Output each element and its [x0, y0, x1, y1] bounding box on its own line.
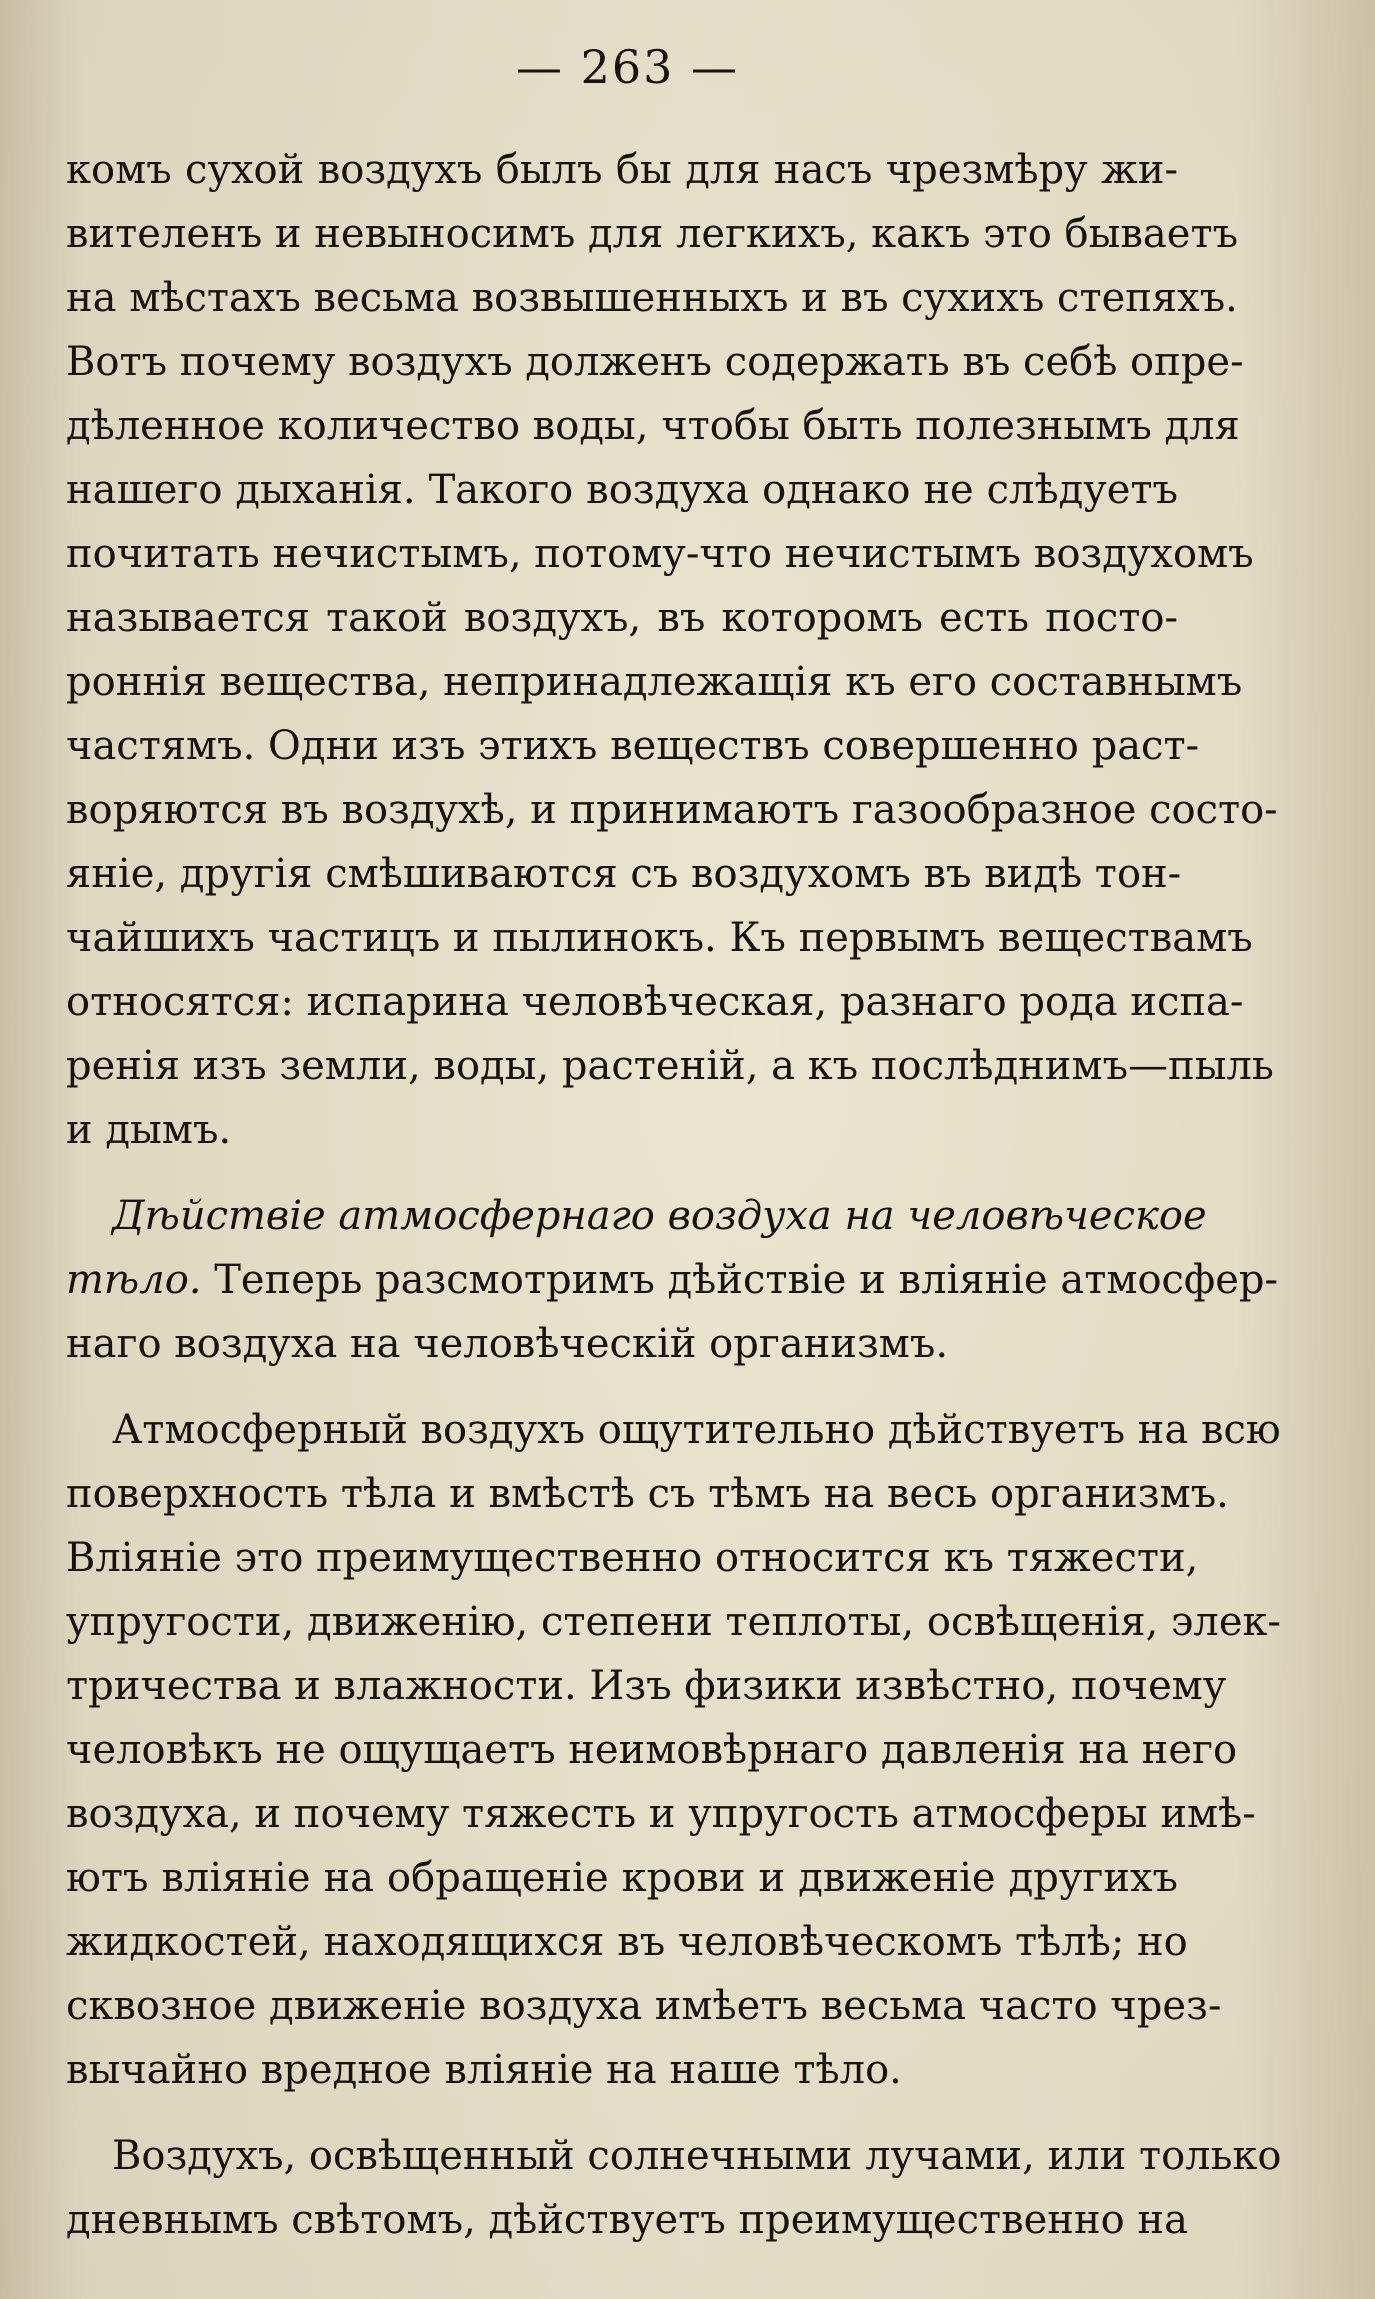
text-line: на мѣстахъ весьма возвышенныхъ и въ сухихъ степяхъ. — [66, 275, 1238, 321]
text-line: Вліяніе это преимущественно относится къ тяжести, — [66, 1535, 1199, 1581]
text-line: яніе, другія смѣшиваются съ воздухомъ въ видѣ тон- — [66, 851, 1182, 897]
text-line: дѣленное количество воды, чтобы быть полезнымъ для — [66, 403, 1240, 449]
paragraph — [66, 2124, 1282, 2252]
text-line: человѣкъ не ощущаетъ неимовѣрнаго давленія на него — [66, 1727, 1238, 1773]
text-line: вителенъ и невыносимъ для легкихъ, какъ это бываетъ — [66, 211, 1239, 257]
page-number: — 263 — — [515, 40, 740, 94]
body-text — [66, 138, 1282, 2252]
text-line: поверхность тѣла и вмѣстѣ съ тѣмъ на весь организмъ. — [66, 1471, 1229, 1517]
text-line: Атмосферный воздухъ ощутительно дѣйствуетъ на всю — [112, 1407, 1281, 1453]
text-line: ренія изъ земли, воды, растеній, а къ послѣднимъ—пыль — [66, 1043, 1274, 1089]
text-line: упругости, движенію, степени теплоты, освѣщенія, элек- — [66, 1599, 1281, 1645]
text-line: жидкостей, находящихся въ человѣческомъ тѣлѣ; но — [66, 1919, 1188, 1965]
text-line: почитать нечистымъ, потому-что нечистымъ воздухомъ — [66, 531, 1254, 577]
section-heading: Дѣйствіе атмосфернаго воздуха на человѣческое — [112, 1193, 1207, 1239]
section-heading-cont: тѣло. — [66, 1257, 202, 1303]
text-line: сквозное движеніе воздуха имѣетъ весьма часто чрез- — [66, 1983, 1222, 2029]
text-line: чайшихъ частицъ и пылинокъ. Къ первымъ веществамъ — [66, 915, 1253, 961]
text-fragment: Теперь разсмотримъ дѣйствіе и вліяніе атмосфер- — [201, 1257, 1279, 1303]
text-line: роннія вещества, непринадлежащія къ его составнымъ — [66, 659, 1243, 705]
text-line: дневнымъ свѣтомъ, дѣйствуетъ преимущественно на — [66, 2197, 1188, 2243]
text-line: Вотъ почему воздухъ долженъ содержать въ себѣ опре- — [66, 339, 1244, 385]
text-line: и дымъ. — [66, 1107, 232, 1153]
text-line — [66, 1248, 1279, 1312]
text-line: относятся: испарина человѣческая, разнаго рода испа- — [66, 979, 1244, 1025]
text-line: ютъ вліяніе на обращеніе крови и движеніе другихъ — [66, 1855, 1178, 1901]
text-line: воряются въ воздухѣ, и принимаютъ газообразное состо- — [66, 787, 1278, 833]
text-line: наго воздуха на человѣческій организмъ. — [66, 1321, 949, 1367]
paragraph — [66, 138, 1278, 1162]
text-line: воздуха, и почему тяжесть и упругость атмосферы имѣ- — [66, 1791, 1256, 1837]
text-line: комъ сухой воздухъ былъ бы для насъ чрезмѣру жи- — [66, 147, 1178, 193]
text-line: нашего дыханія. Такого воздуха однако не слѣдуетъ — [66, 467, 1178, 513]
text-line: тричества и влажности. Изъ физики извѣстно, почему — [66, 1663, 1227, 1709]
text-line: называется такой воздухъ, въ которомъ есть посто- — [66, 595, 1178, 641]
text-line: Воздухъ, освѣщенный солнечными лучами, или только — [112, 2133, 1282, 2179]
text-line: вычайно вредное вліяніе на наше тѣло. — [66, 2047, 902, 2093]
paragraph — [66, 1398, 1281, 2102]
paragraph-section — [66, 1184, 1279, 1376]
text-line: частямъ. Одни изъ этихъ веществъ совершенно раст- — [66, 723, 1200, 769]
